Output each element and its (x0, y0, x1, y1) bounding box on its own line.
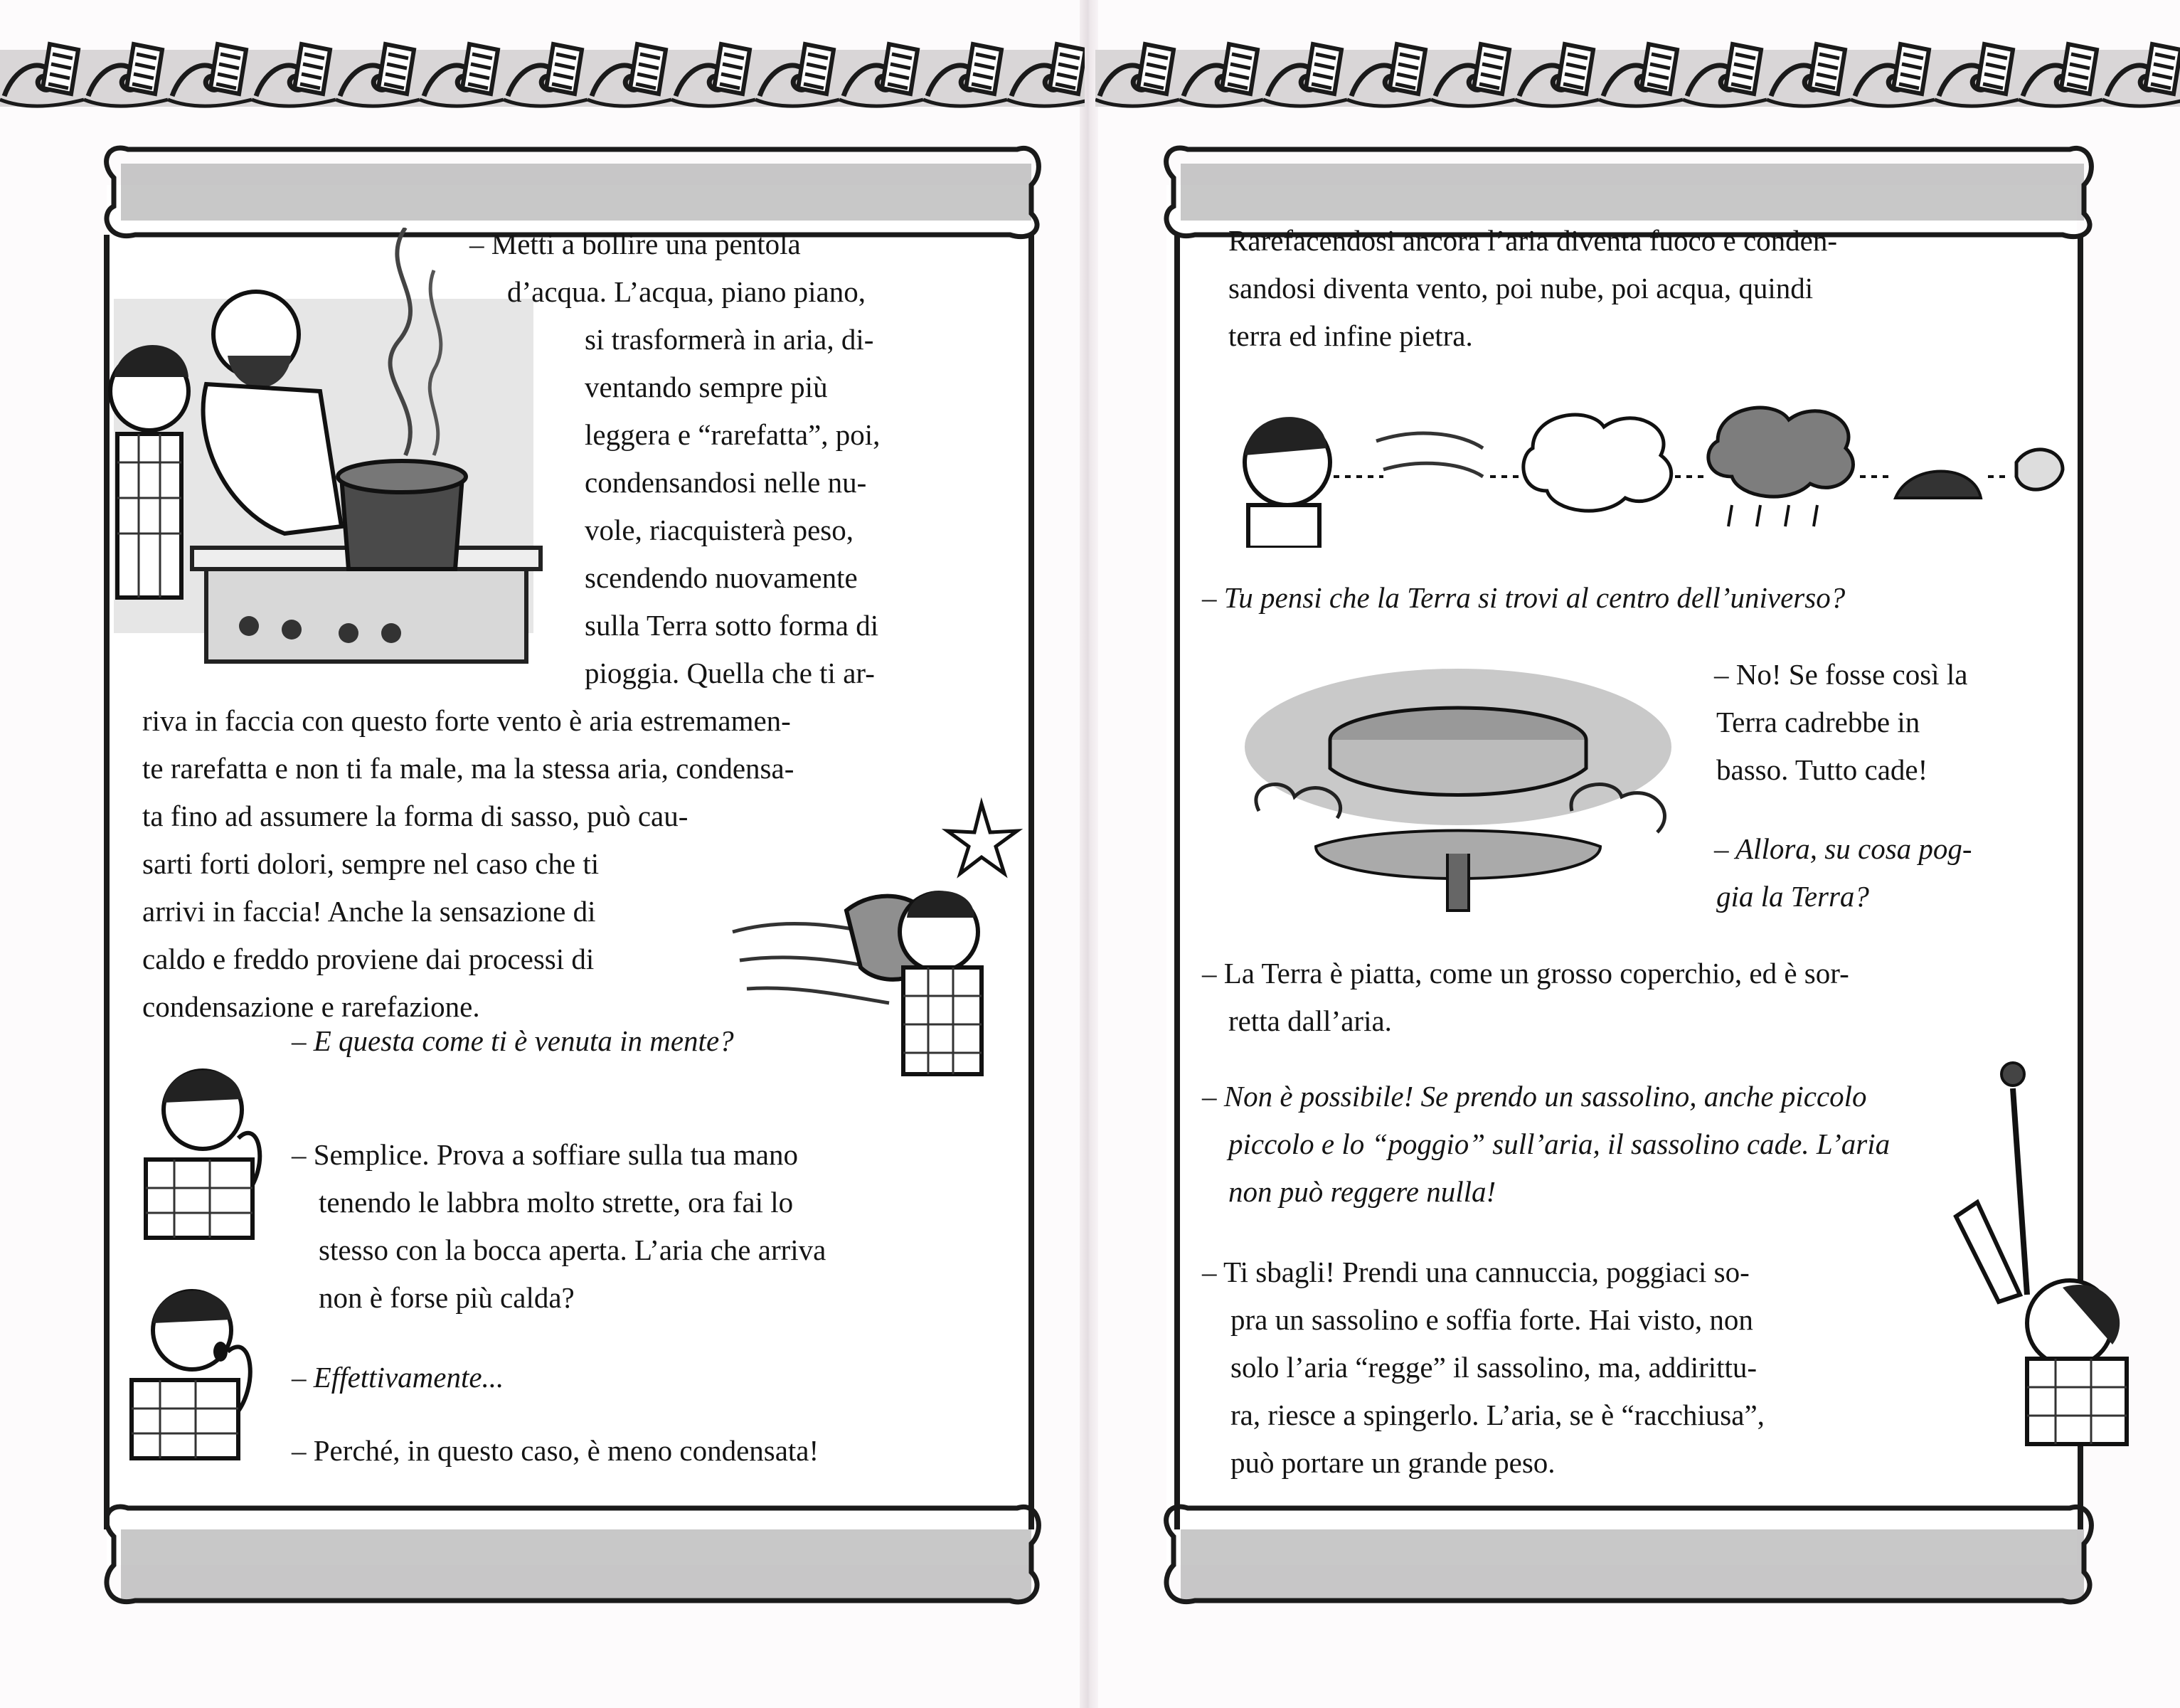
text-line: – Effettivamente... (292, 1361, 504, 1394)
text-line: d’acqua. L’acqua, piano piano, (507, 275, 866, 308)
text-line: può portare un grande peso. (1230, 1446, 1556, 1479)
text-line: Terra cadrebbe in (1716, 706, 1920, 738)
flying-rock-illustration (725, 790, 1024, 1088)
text-line: te rarefatta e non ti fa male, ma la stessa aria, condensa- (142, 752, 794, 785)
text-line: arrivi in faccia! Anche la sensazione di (142, 895, 596, 928)
boy-straw-illustration (1920, 1060, 2134, 1458)
text-line: – Allora, su cosa pog- (1714, 832, 1972, 865)
text-line: basso. Tutto cade! (1716, 753, 1928, 786)
text-line: scendendo nuovamente (585, 561, 858, 594)
text-line: – La Terra è piatta, come un grosso coperchio, ed è sor- (1202, 957, 1849, 990)
boy-blowing-illustration (139, 1060, 274, 1245)
text-line: pra un sassolino e soffia forte. Hai visto, non (1230, 1303, 1753, 1336)
text-line: sulla Terra sotto forma di (585, 609, 879, 642)
text-line: – Non è possibile! Se prendo un sassolino, anche piccolo (1202, 1080, 1867, 1113)
text-line: piccolo e lo “poggio” sull’aria, il sassolino cade. L’aria (1228, 1128, 1891, 1160)
book-gutter (1080, 0, 1098, 1708)
text-line: – Perché, in questo caso, è meno condensata! (292, 1434, 819, 1467)
boy-open-mouth-illustration (121, 1280, 263, 1465)
text-line: condensandosi nelle nu- (585, 466, 867, 499)
flat-earth-illustration (1230, 640, 1700, 939)
text-line: non è forse più calda? (319, 1281, 575, 1314)
text-line: – Metti a bollire una pentola (469, 228, 801, 260)
text-line: ventando sempre più (585, 371, 828, 403)
text-line: – Semplice. Prova a soffiare sulla tua mano (292, 1138, 798, 1171)
text-line: leggera e “rarefatta”, poi, (585, 418, 881, 451)
elements-transformation-illustration (1234, 384, 2066, 548)
text-line: gia la Terra? (1716, 880, 1869, 913)
text-line: retta dall’aria. (1228, 1004, 1392, 1037)
text-line: vole, riacquisterà peso, (585, 514, 854, 546)
text-line: Rarefacendosi ancora l’aria diventa fuoco e conden- (1228, 224, 1837, 257)
text-line: non può reggere nulla! (1228, 1175, 1496, 1208)
text-line: sarti forti dolori, sempre nel caso che ti (142, 847, 600, 880)
text-line: ra, riesce a spingerlo. L’aria, se è “racchiusa”, (1230, 1399, 1765, 1431)
text-line: – Ti sbagli! Prendi una cannuccia, poggiaci so- (1202, 1256, 1750, 1288)
text-line: – Tu pensi che la Terra si trovi al centro dell’universo? (1202, 581, 1846, 614)
text-line: terra ed infine pietra. (1228, 319, 1473, 352)
text-line: condensazione e rarefazione. (142, 990, 480, 1023)
text-line: ta fino ad assumere la forma di sasso, può cau- (142, 800, 688, 832)
text-line: tenendo le labbra molto strette, ora fai lo (319, 1186, 794, 1219)
text-line: pioggia. Quella che ti ar- (585, 657, 875, 689)
text-line: caldo e freddo proviene dai processi di (142, 943, 595, 975)
text-line: – E questa come ti è venuta in mente? (292, 1024, 734, 1057)
text-line: stesso con la bocca aperta. L’aria che arriva (319, 1234, 826, 1266)
text-line: solo l’aria “regge” il sassolino, ma, addirittu- (1230, 1351, 1758, 1384)
boiling-pot-illustration (107, 228, 555, 669)
text-line: si trasformerà in aria, di- (585, 323, 874, 356)
text-line: riva in faccia con questo forte vento è aria estremamen- (142, 704, 791, 737)
text-line: – No! Se fosse così la (1714, 658, 1968, 691)
meander-border-icon (0, 28, 1085, 112)
meander-border-icon (1095, 28, 2180, 112)
text-line: sandosi diventa vento, poi nube, poi acqua, quindi (1228, 272, 1814, 304)
